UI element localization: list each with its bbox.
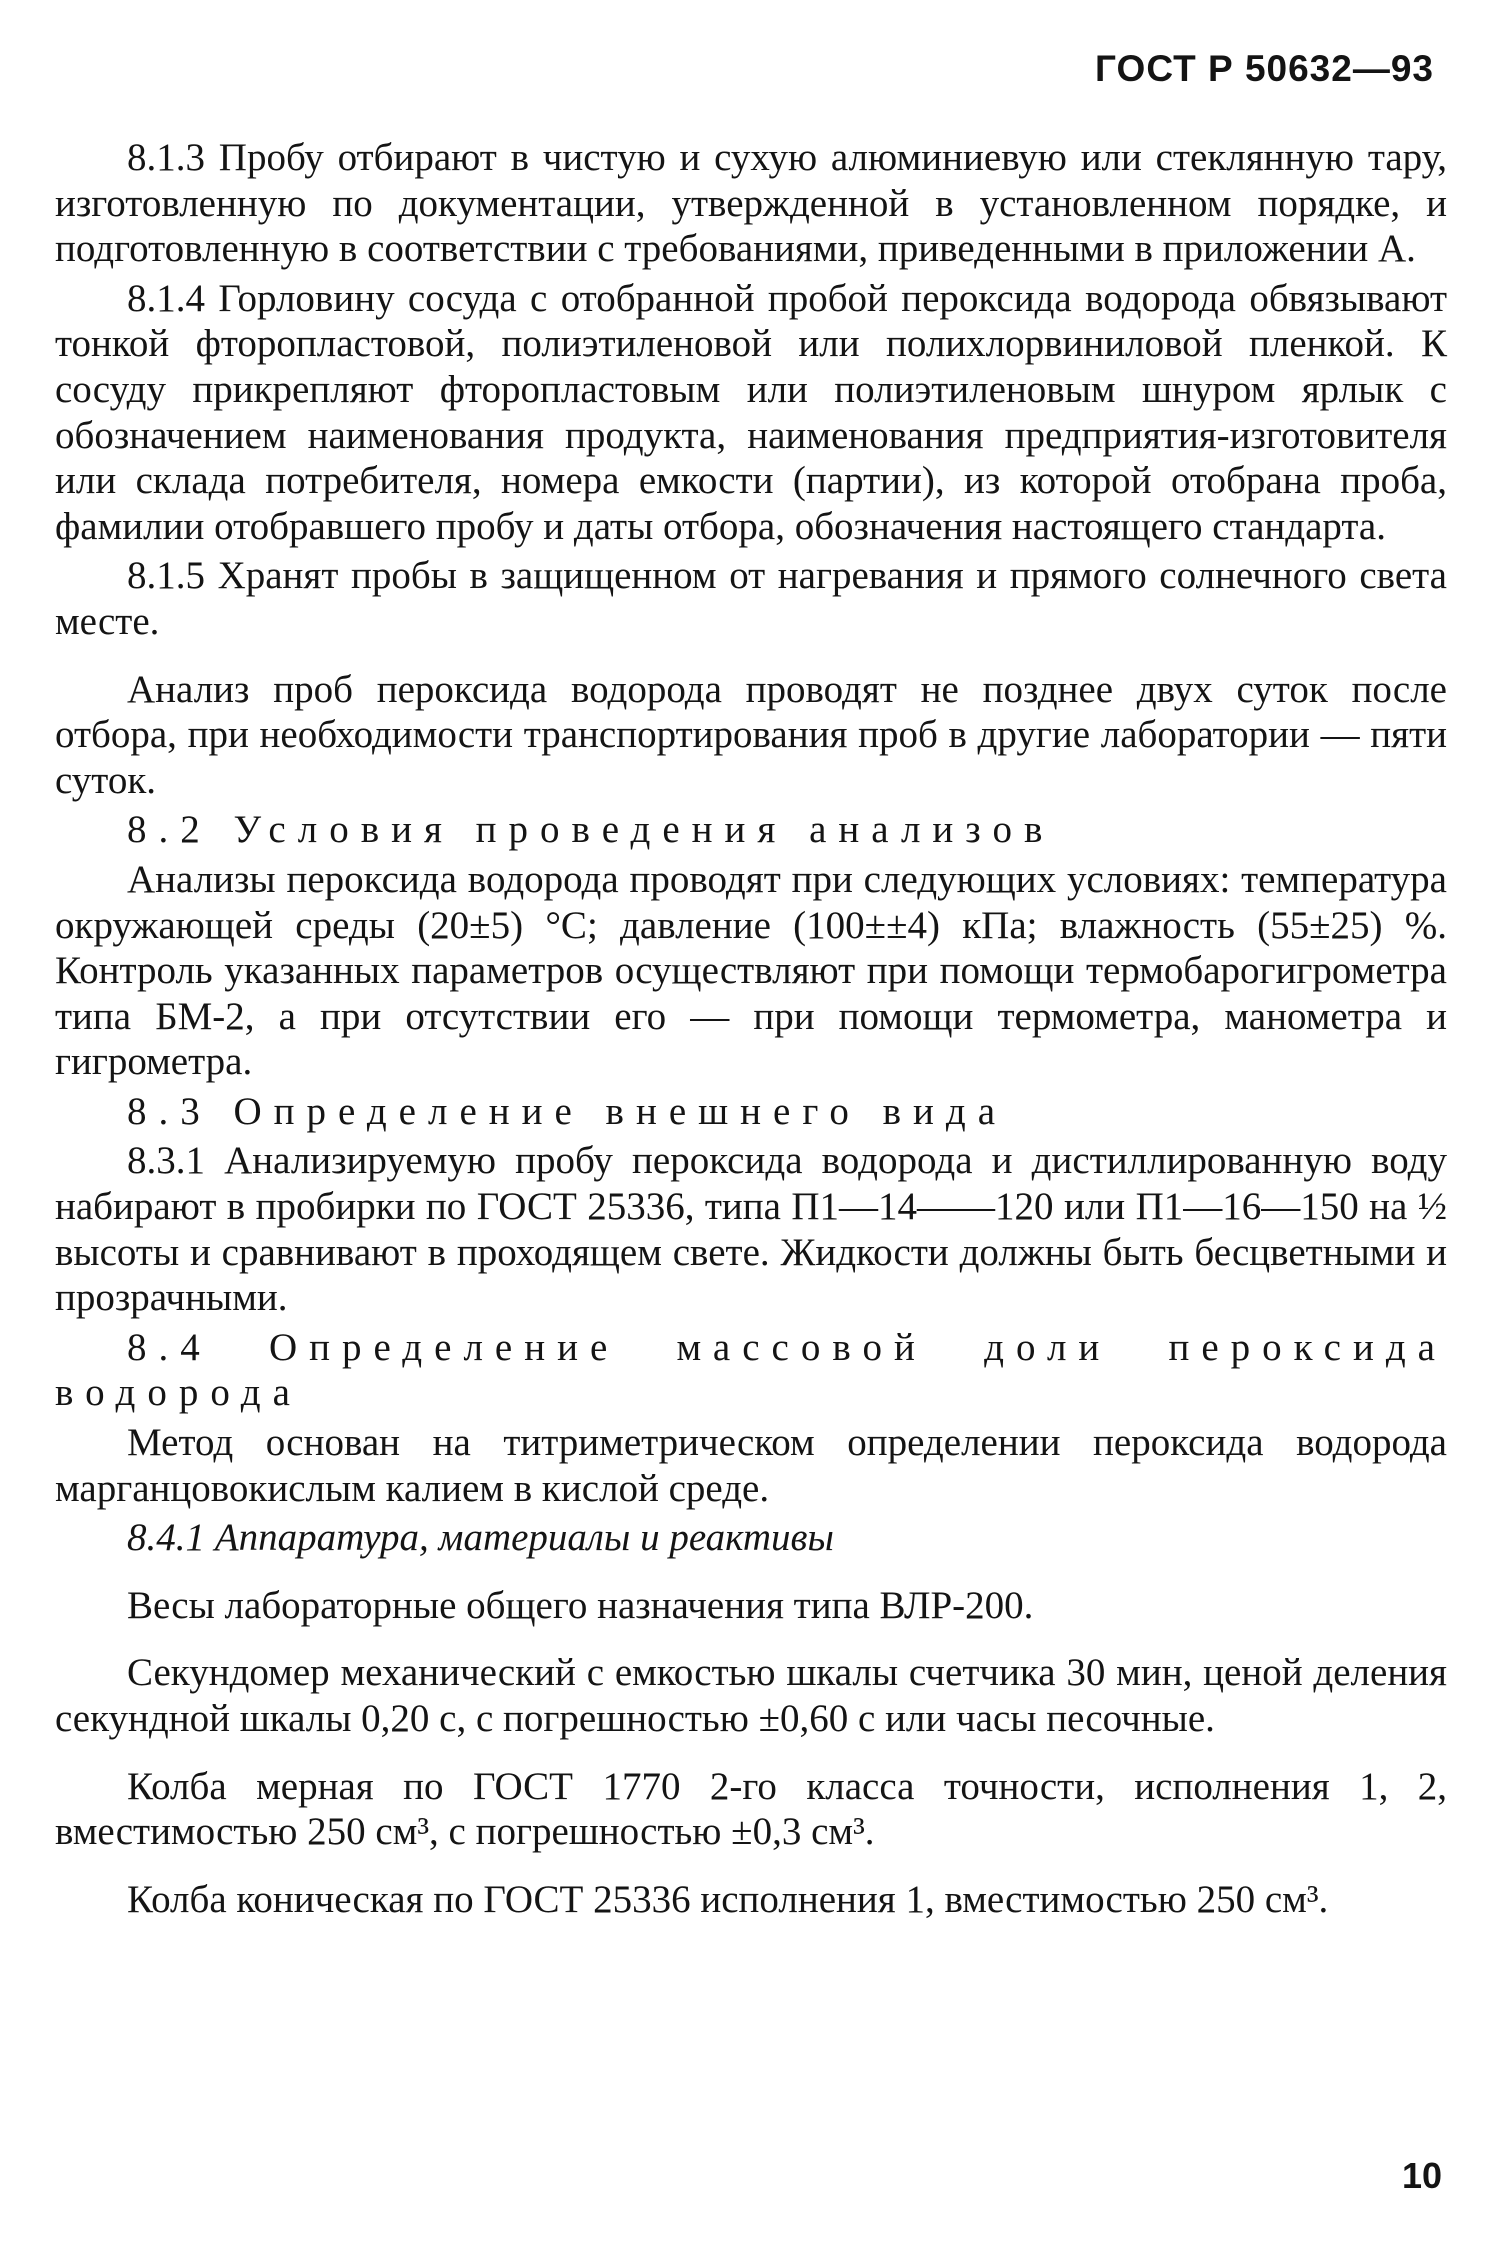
section-heading-8-4: 8.4 Определение массовой доли пероксида водорода [55,1325,1447,1415]
paragraph-flask-measuring: Колба мерная по ГОСТ 1770 2-го класса точности, исполнения 1, 2, вместимостью 250 см³, с погрешностью ±0,3 см³. [55,1764,1447,1854]
paragraph-8-1-5: 8.1.5 Хранят пробы в защищенном от нагревания и прямого солнечного света месте. [55,554,1447,643]
paragraph-stopwatch: Секундомер механический с емкостью шкалы счетчика 30 мин, ценой деления секундной шкалы 0,20 с, с погрешностью ±0,60 с или часы песочные. [55,1651,1447,1740]
standard-header: ГОСТ Р 50632—93 [1095,48,1434,89]
paragraph-8-2-conditions: Анализы пероксида водорода проводят при следующих условиях: температура окружающей среды (20±5) °С; давление (100±±4) кПа; влажность (55±25) %. Контроль указанных параметров осуществляют при помощи термобарогигрометра типа БМ-2, а при отсутствии его — при помощи термометра, манометра и гигрометра. [55,857,1447,1084]
paragraph-scales: Весы лабораторные общего назначения типа ВЛР-200. [127,1583,1034,1627]
subsection-heading-8-4-1: 8.4.1 Аппаратура, материалы и реактивы [127,1516,834,1560]
paragraph-8-1-4: 8.1.4 Горловину сосуда с отобранной пробой пероксида водорода обвязывают тонкой фторопластовой, полиэтиленовой или полихлорвиниловой пленкой. К сосуду прикрепляют фторопластовым или полиэтиленовым шнуром ярлык с обозначением наименования продукта, наименования предприятия-изготовителя или склада потребителя, номера емкости (партии), из которой отобрана проба, фамилии отобравшего пробу и даты отбора, обозначения настоящего стандарта. [55,276,1447,548]
section-heading-8-2: 8.2 Условия проведения анализов [127,808,1055,852]
paragraph-flask-conical: Колба коническая по ГОСТ 25336 исполнения 1, вместимостью 250 см³. [127,1877,1329,1921]
paragraph-8-4-method: Метод основан на титриметрическом определении пероксида водорода марганцовокислым калием в кислой среде. [55,1421,1447,1510]
paragraph-analysis-time: Анализ проб пероксида водорода проводят не позднее двух суток после отбора, при необходимости транспортирования проб в другие лаборатории — пяти суток. [55,667,1447,802]
document-body [55,135,1447,1926]
section-heading-8-3: 8.3 Определение внешнего вида [127,1089,1008,1133]
paragraph-8-1-3: 8.1.3 Пробу отбирают в чистую и сухую алюминиевую или стеклянную тару, изготовленную по документации, утвержденной в установленном порядке, и подготовленную в соответствии с требованиями, приведенными в приложении А. [55,136,1447,271]
paragraph-8-3-1: 8.3.1 Анализируемую пробу пероксида водорода и дистиллированную воду набирают в пробирки по ГОСТ 25336, типа П1—14——120 или П1—16—150 на ½ высоты и сравнивают в проходящем свете. Жидкости должны быть бесцветными и прозрачными. [55,1139,1447,1320]
page-number: 10 [1401,2155,1442,2196]
